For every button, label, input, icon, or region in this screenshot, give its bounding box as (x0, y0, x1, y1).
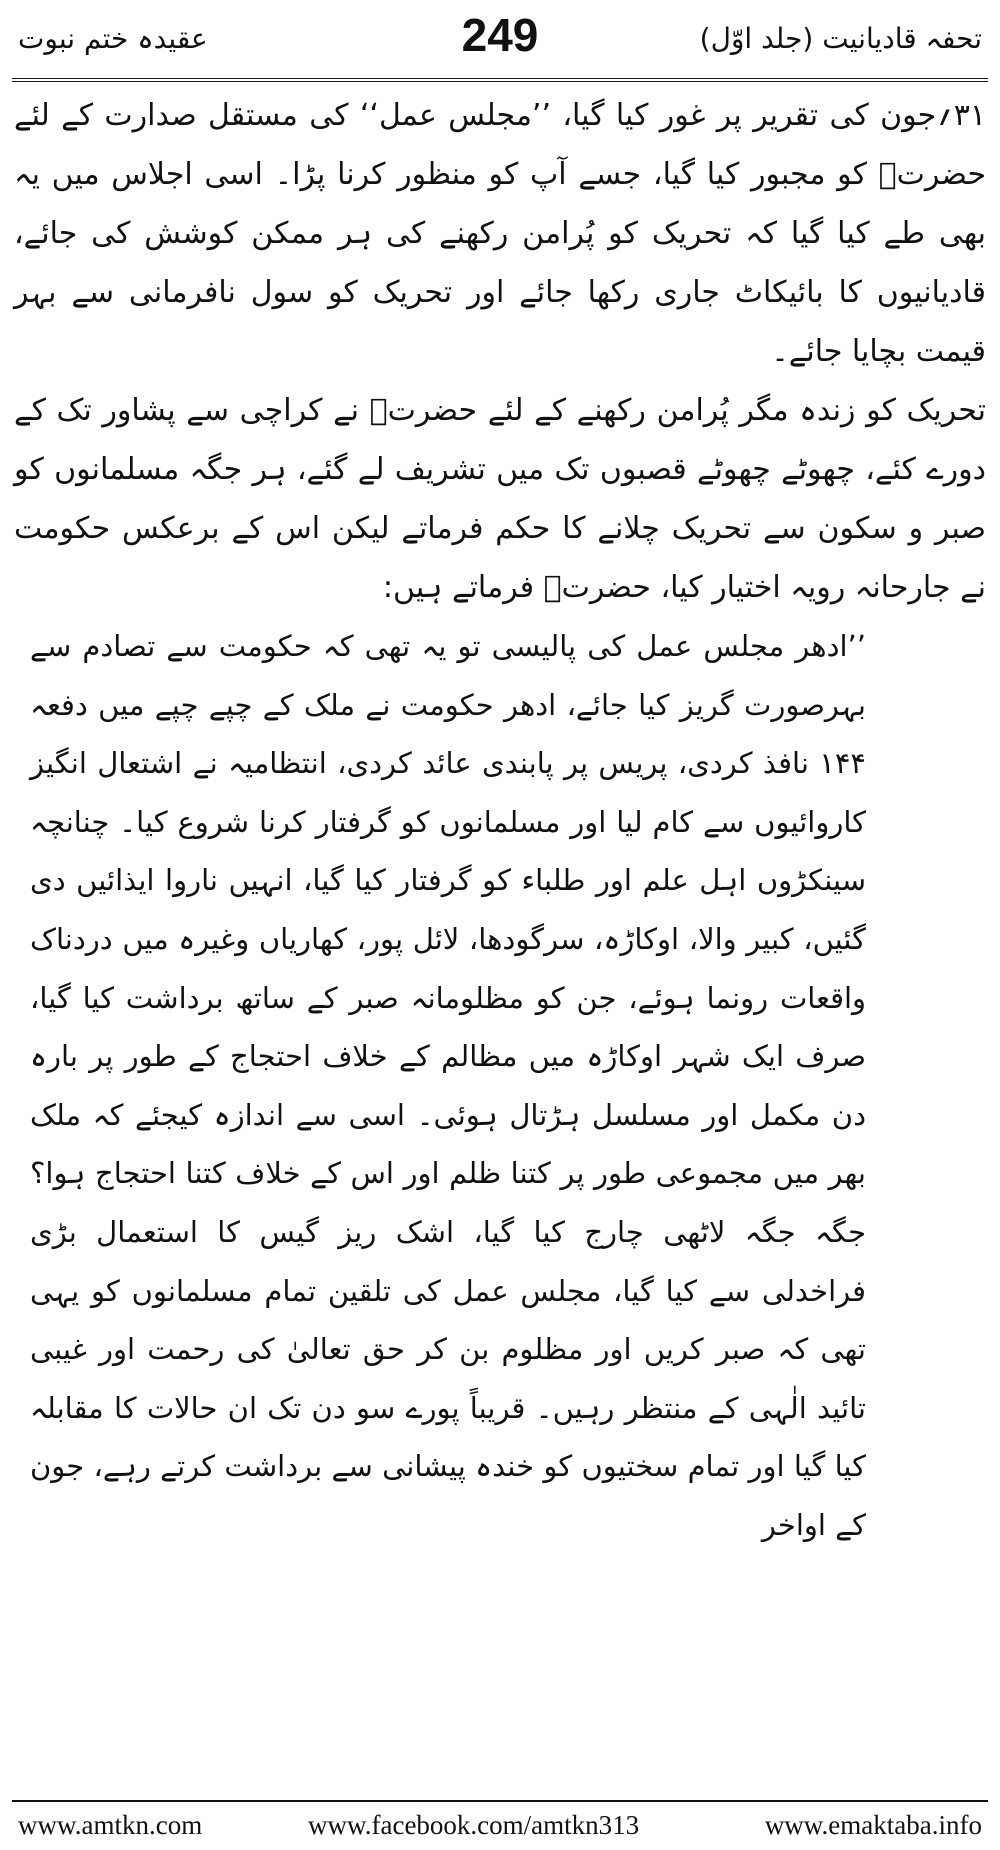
footer-link-facebook[interactable]: www.facebook.com/amtkn313 (308, 1810, 640, 1840)
page-header (0, 0, 1000, 78)
body-paragraph: تحریک کو زندہ مگر پُرامن رکھنے کے لئے حضرتؒ نے کراچی سے پشاور تک کے دورے کئے، چھوٹے چھوٹے قصبوں تک میں تشریف لے گئے، ہر جگہ مسلمانوں کو صبر و سکون سے تحریک چلانے کا حکم فرماتے لیکن اس کے برعکس حکومت نے جارحانہ رویہ اختیار کیا، حضرتؒ فرماتے ہیں: (14, 393, 986, 605)
body-paragraph: ۳۱؍جون کی تقریر پر غور کیا گیا، ’’مجلس عمل‘‘ کی مستقل صدارت کے لئے حضرتؒ کو مجبور کیا گیا، جسے آپ کو منظور کرنا پڑا۔ اسی اجلاس میں یہ بھی طے کیا گیا کہ تحریک کو پُرامن رکھنے کی ہر ممکن کوشش کی جائے، قادیانیوں کا بائیکاٹ جاری رکھا جائے اور تحریک کو سول نافرمانی سے بہر قیمت بچایا جائے۔ (14, 98, 986, 369)
footer-link-website[interactable]: www.amtkn.com (18, 1810, 203, 1840)
block-quote: ’’ادھر مجلس عمل کی پالیسی تو یہ تھی کہ حکومت سے تصادم سے بہرصورت گریز کیا جائے، ادھر حکومت نے ملک کے چپے چپے میں دفعہ ۱۴۴ نافذ کردی، پریس پر پابندی عائد کردی، انتظامیہ نے اشتعال انگیز کاروائیوں سے کام لیا اور مسلمانوں کو گرفتار کرنا شروع کیا۔ چنانچہ سینکڑوں اہل علم اور طلباء کو گرفتار کیا گیا، انہیں ناروا ایذائیں دی گئیں، کبیر والا، اوکاڑہ، سرگودھا، لائل پور، کھاریاں وغیرہ میں دردناک واقعات رونما ہوئے، جن کو مظلومانہ صبر کے ساتھ برداشت کیا گیا، صرف ایک شہر اوکاڑہ میں مظالم کے خلاف احتجاج کے طور پر بارہ دن مکمل اور مسلسل ہڑتال ہوئی۔ اسی سے اندازہ کیجئے کہ ملک بھر میں مجموعی طور پر کتنا ظلم اور اس کے خلاف کتنا احتجاج ہوا؟ جگہ جگہ لاٹھی چارج کیا گیا، اشک ریز گیس کا استعمال بڑی فراخدلی سے کیا گیا، مجلس عمل کی تلقین تمام مسلمانوں کو یہی تھی کہ صبر کریں اور مظلوم بن کر حق تعالیٰ کی رحمت اور غیبی تائید الٰہی کے منتظر رہیں۔ قریباً پورے سو دن تک ان حالات کا مقابلہ کیا گیا اور تمام سختیوں کو خندہ پیشانی سے برداشت کرتے رہے، جون کے اواخر (30, 629, 866, 1542)
page-body (14, 86, 986, 1786)
running-title-left: عقیدہ ختم نبوت (18, 22, 208, 55)
page-footer (0, 1806, 1000, 1846)
footer-link-emaktaba[interactable]: www.emaktaba.info (764, 1810, 982, 1840)
footer-divider (12, 1800, 988, 1802)
header-divider (12, 78, 988, 82)
page-number: 249 (461, 9, 539, 61)
running-title-right: تحفہ قادیانیت (جلد اوّل) (699, 22, 982, 55)
